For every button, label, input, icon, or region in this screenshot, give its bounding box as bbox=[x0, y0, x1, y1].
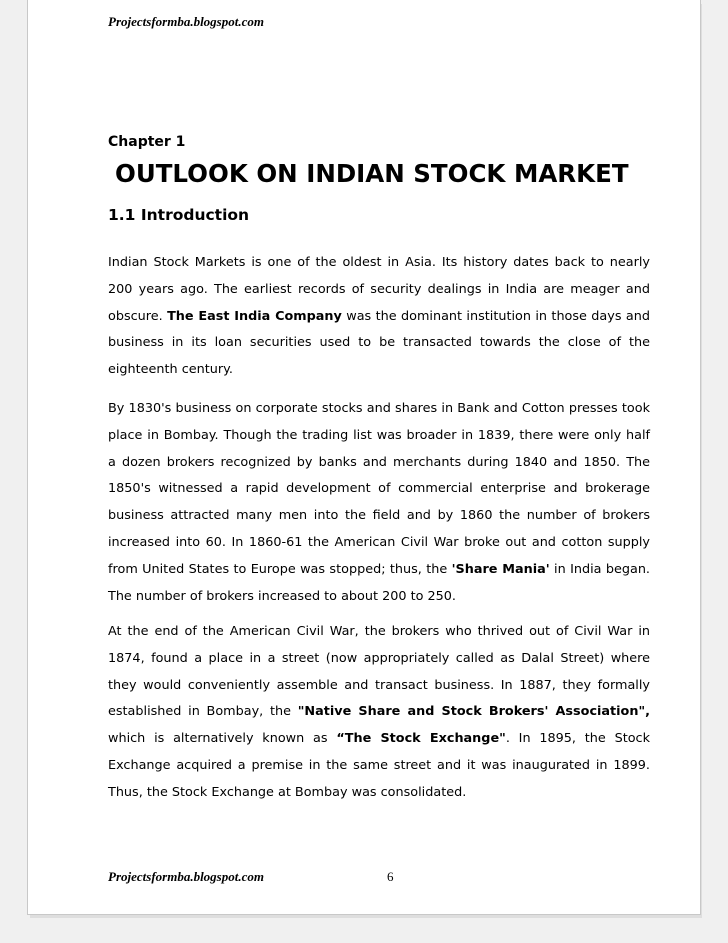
paragraph-text: was the dominant institution in those days and business in its loan securities used to be transacted towards the close of the eighteenth century. bbox=[108, 308, 650, 378]
paragraph-text: At the end of the American Civil War, the brokers who thrived out of Civil War in 1874, found a place in a street (now appropriately called as Dalal Street) where they would conveniently assemble and transact business. In 1887, they formally established in Bombay, the bbox=[108, 624, 650, 720]
chapter-title: OUTLOOK ON INDIAN STOCK MARKET bbox=[115, 159, 629, 188]
section-title: 1.1 Introduction bbox=[108, 206, 250, 224]
page-footer: Projectsformba.blogspot.com bbox=[108, 869, 264, 884]
bold-term: "Native Share and Stock Brokers' Association", bbox=[297, 704, 650, 720]
bold-term: 'Share Mania' bbox=[451, 561, 550, 577]
paragraph-text: which is alternatively known as bbox=[108, 731, 337, 747]
paragraph-text: in India began. The number of brokers increased to about 200 to 250. bbox=[108, 561, 651, 604]
paragraph-2 bbox=[108, 396, 650, 610]
page-header: Projectsformba.blogspot.com bbox=[108, 14, 264, 29]
page-number: 6 bbox=[387, 869, 394, 884]
bold-term: The East India Company bbox=[167, 308, 342, 324]
paragraph-text: Indian Stock Markets is one of the oldest in Asia. Its history dates back to nearly 200 years ago. The earliest records of security dealings in India are meager and obscure. bbox=[108, 255, 650, 324]
bold-term: “The Stock Exchange" bbox=[336, 731, 506, 747]
paragraph-text: . In 1895, the Stock Exchange acquired a premise in the same street and it was inaugurated in 1899. Thus, the Stock Exchange at Bombay was consolidated. bbox=[108, 731, 650, 800]
paragraph-3 bbox=[108, 619, 650, 807]
chapter-label: Chapter 1 bbox=[108, 134, 186, 150]
paragraph-1 bbox=[108, 250, 650, 384]
document-page bbox=[27, 0, 701, 915]
paragraph-text: By 1830's business on corporate stocks and shares in Bank and Cotton presses took place in Bombay. Though the trading list was broader in 1839, there were only half a dozen brokers recognized by banks and merchants during 1840 and 1850. The 1850's witnessed a rapid development of commercial enterprise and brokerage business attracted many men into the field and by 1860 the number of brokers increased into 60. In 1860-61 the American Civil War broke out and cotton supply from United States to Europe was stopped; thus, the bbox=[108, 401, 650, 577]
